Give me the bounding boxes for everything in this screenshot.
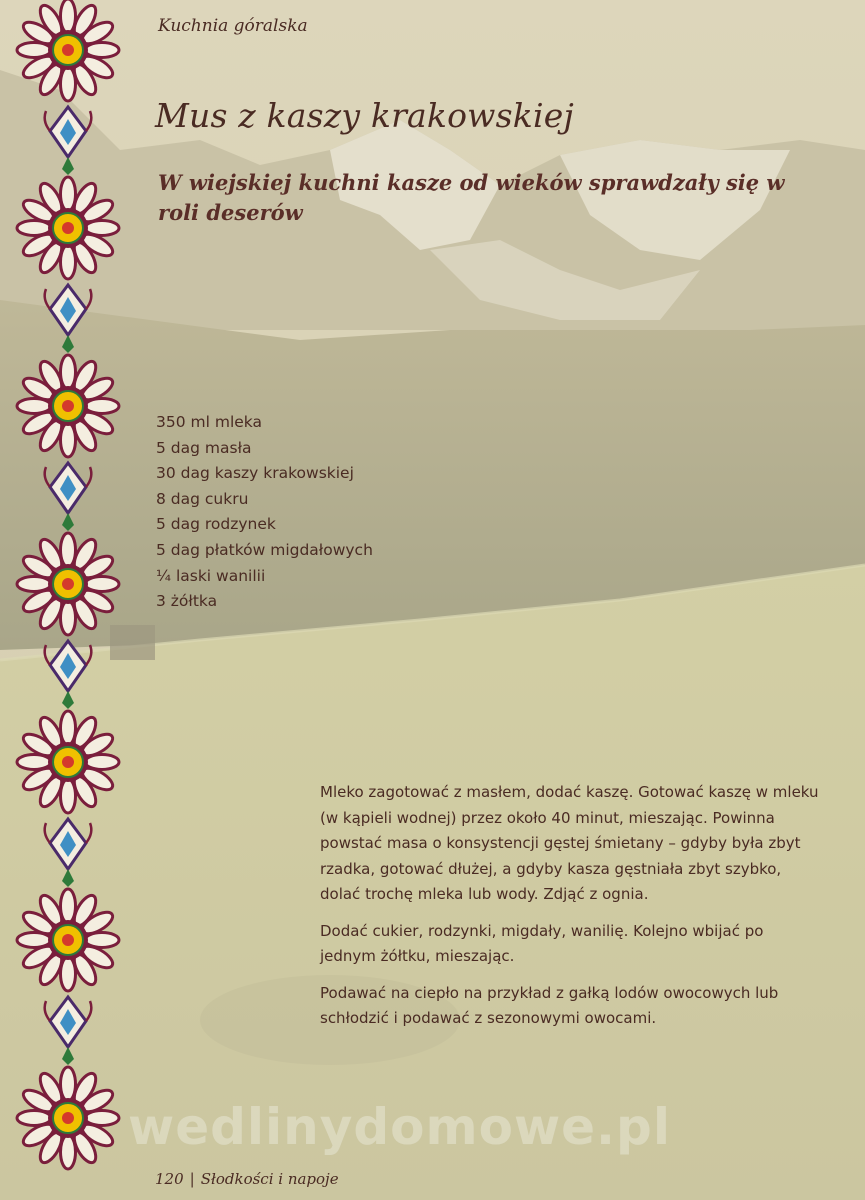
folk-bud-icon	[45, 107, 92, 175]
folk-flower-icon	[17, 0, 119, 101]
ingredient-item: ¼ laski wanilii	[156, 566, 266, 585]
watermark: wedlinydomowe.pl	[128, 1098, 671, 1156]
folk-flower-icon	[17, 533, 119, 635]
folk-bud-icon	[45, 285, 92, 353]
instruction-paragraph: Mleko zagotować z masłem, dodać kaszę. Gotować kaszę w mleku (w kąpieli wodnej) przez około 40 minut, mieszając. Powinna powstać masa o konsystencji gęstej śmietany – gdyby była zbyt rzadka, gotować dłużej, a gdyby kasza gęstniała zbyt szybko, dolać trochę mleka lub wody. Zdjąć z ognia.	[320, 783, 819, 903]
folk-flower-icon	[17, 355, 119, 457]
ingredient-item: 30 dag kaszy krakowskiej	[156, 464, 354, 483]
folk-bud-icon	[45, 463, 92, 531]
folk-flower-icon	[17, 711, 119, 813]
folk-flower-icon	[17, 1067, 119, 1169]
ingredient-item: 8 dag cukru	[156, 489, 249, 508]
ingredient-item: 5 dag płatków migdałowych	[156, 540, 373, 559]
ingredient-item: 350 ml mleka	[156, 413, 262, 431]
instructions	[320, 780, 820, 1043]
instruction-paragraph: Dodać cukier, rodzynki, migdały, wanilię. Kolejno wbijać po jednym żółtku, mieszając.	[320, 921, 764, 965]
folk-bud-icon	[45, 641, 92, 709]
ingredient-item: 5 dag masła	[156, 438, 252, 457]
recipe-title: Mus z kaszy krakowskiej	[155, 96, 574, 135]
folk-flower-icon	[17, 889, 119, 991]
recipe-subtitle: W wiejskiej kuchni kasze od wieków sprawdzały się w roli deserów	[158, 170, 785, 225]
ingredient-item: 5 dag rodzynek	[156, 515, 276, 534]
folk-flower-icon	[17, 177, 119, 279]
page-number: 120	[155, 1170, 184, 1188]
instruction-paragraph: Podawać na ciepło na przykład z gałką lodów owocowych lub schłodzić i podawać z sezonowymi owocami.	[320, 983, 779, 1027]
folk-flower-border	[0, 0, 140, 1200]
section-header: Kuchnia góralska	[158, 16, 308, 36]
folk-bud-icon	[45, 819, 92, 887]
folk-bud-icon	[45, 997, 92, 1065]
chapter-name: Słodkości i napoje	[200, 1170, 339, 1188]
ingredients-list	[156, 410, 373, 615]
footer-separator: |	[189, 1170, 195, 1188]
ingredient-item: 3 żółtka	[156, 592, 218, 611]
page-footer	[155, 1170, 339, 1188]
